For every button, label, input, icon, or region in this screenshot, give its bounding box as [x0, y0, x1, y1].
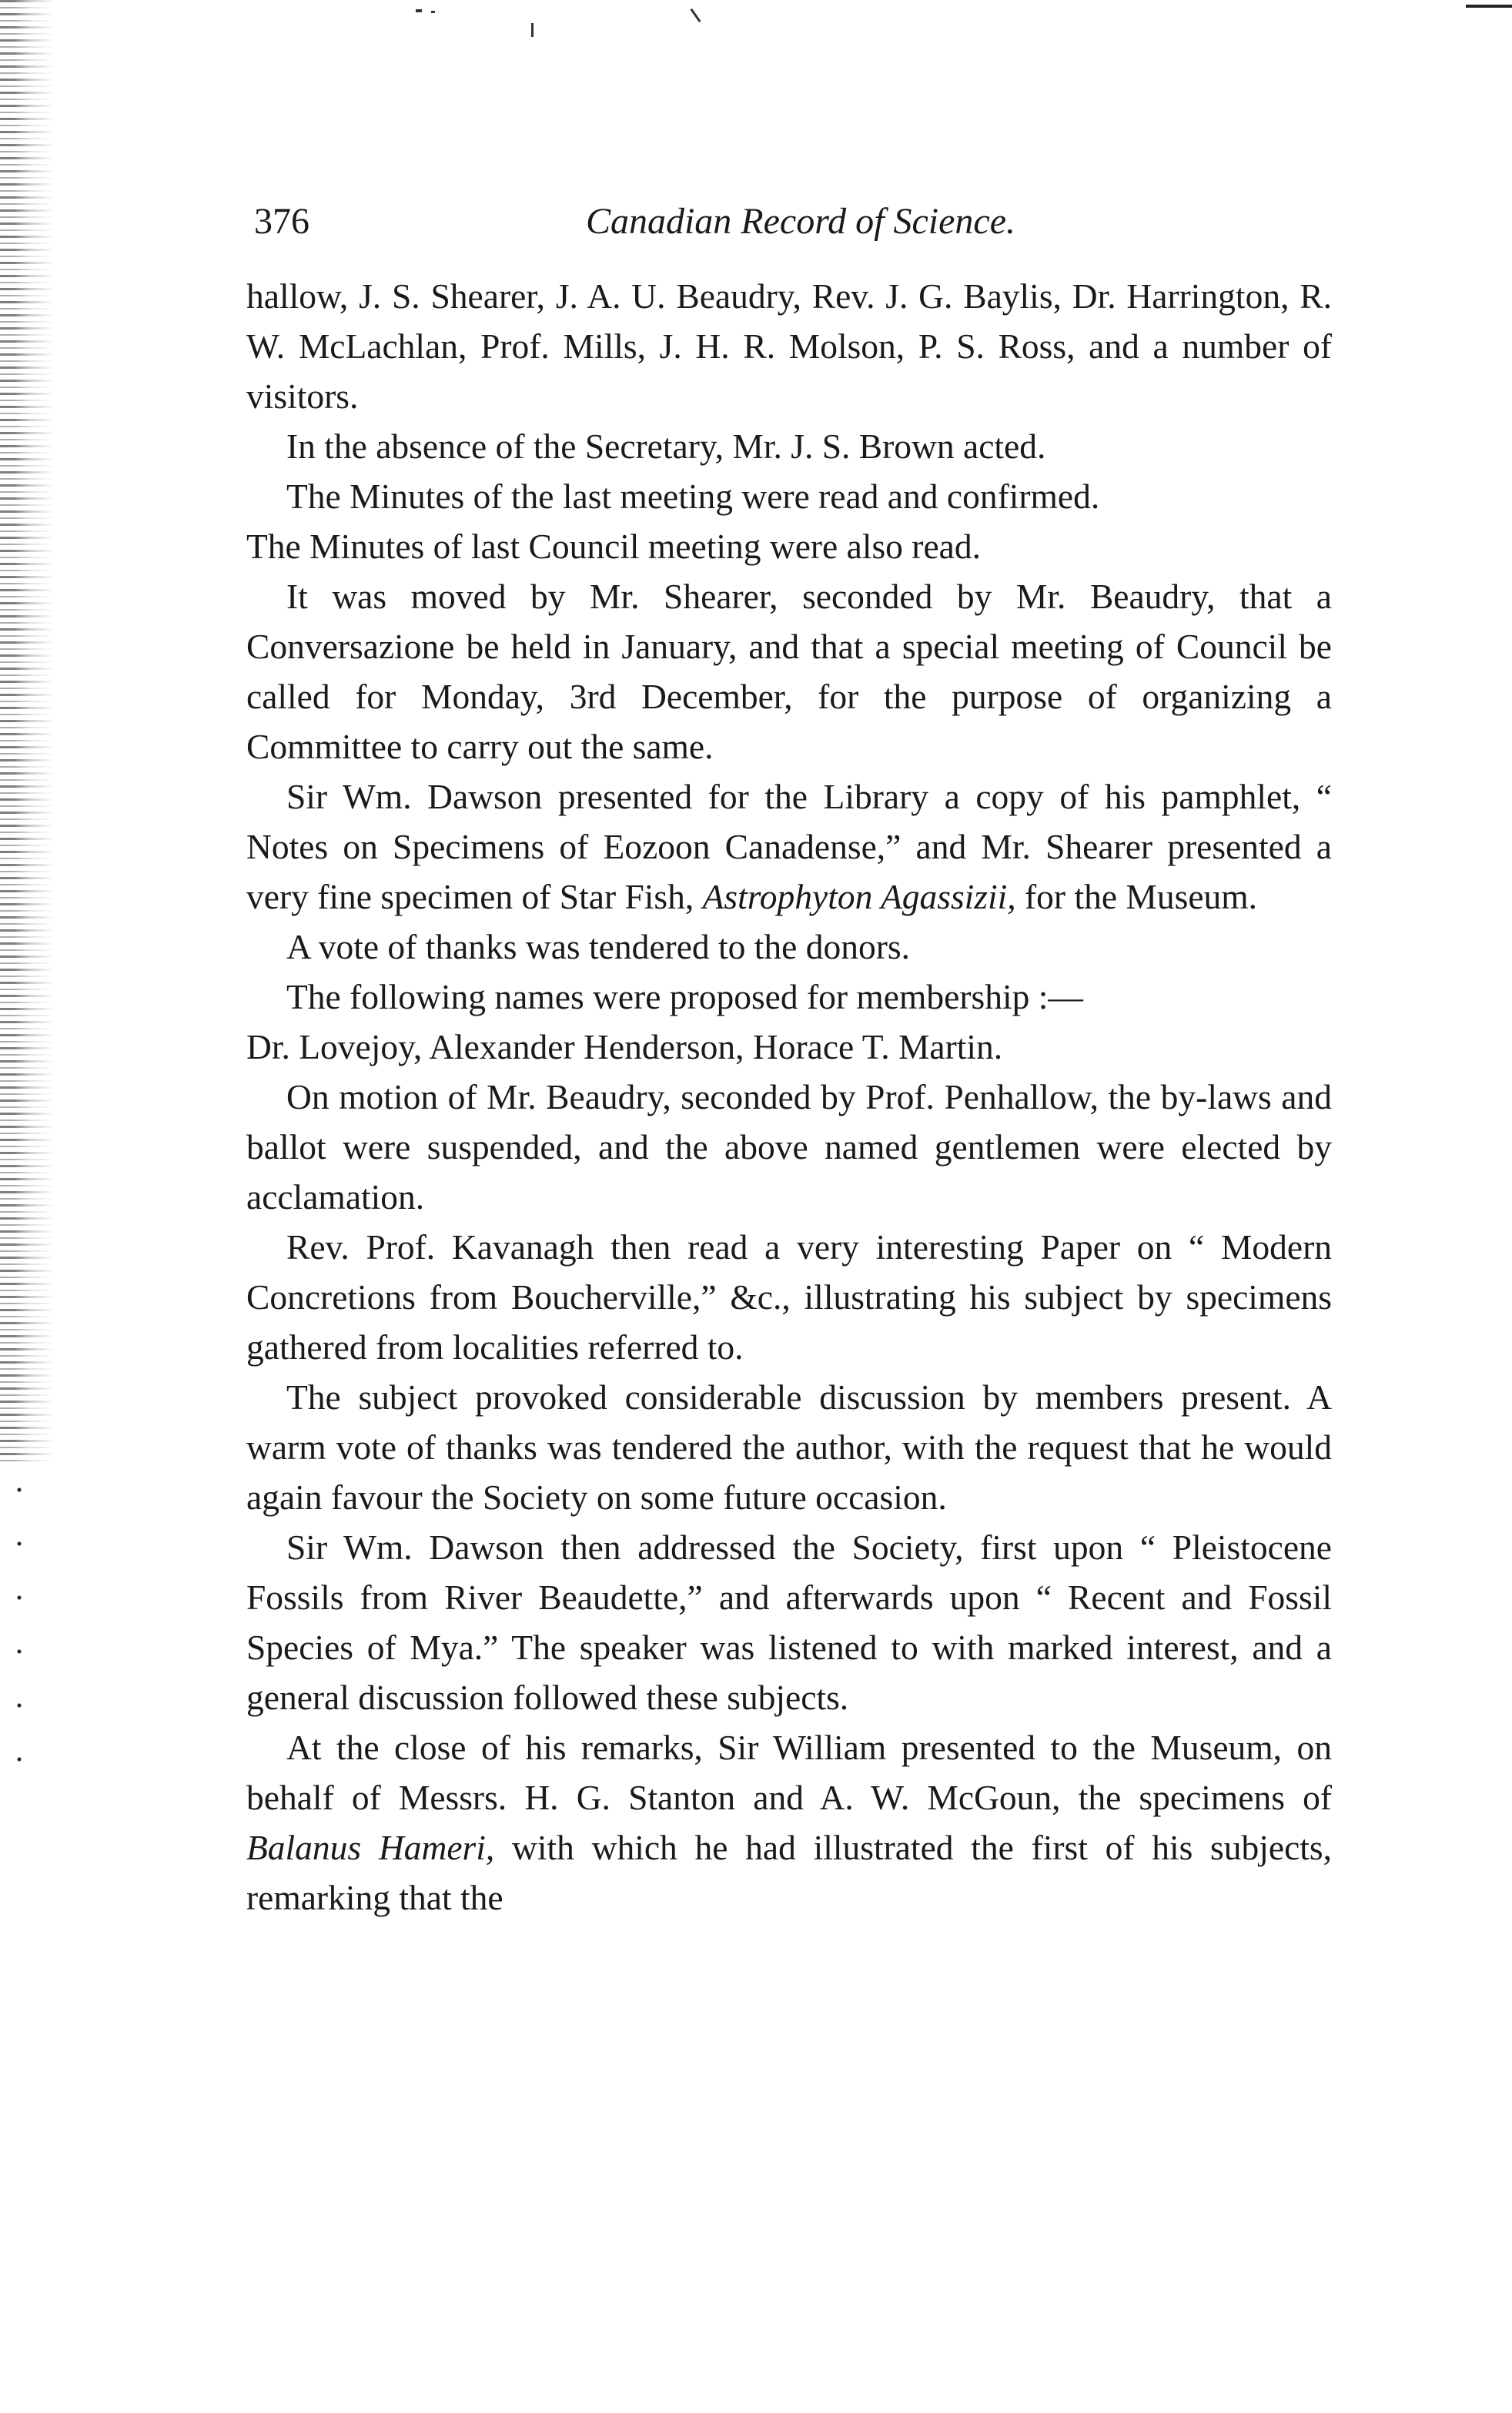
binding-marks — [17, 1463, 22, 1786]
paragraph-11 — [246, 1222, 1332, 1372]
text-segment: with which he had illustrated the first of his subjects, remarking that the — [246, 1828, 1332, 1917]
paragraph-12 — [246, 1372, 1332, 1522]
text-segment: Sir Wm. Dawson then addressed the Society, first upon “ Pleistocene Fossils from River Beaudette,” and afterwards upon “ Recent and Fossil Species of Mya.” The speaker was listened to with marked interest, and a general discussion followed these subjects. — [246, 1528, 1332, 1717]
paragraph-4 — [246, 521, 1332, 571]
paragraph-8 — [246, 972, 1332, 1022]
corner-rule — [1466, 5, 1512, 8]
text-segment: The Minutes of last Council meeting were also read. — [246, 527, 981, 566]
text-segment: Dr. Lovejoy, Alexander Henderson, Horace T. Martin. — [246, 1027, 1003, 1066]
text-segment: for the Museum. — [1015, 877, 1258, 916]
scan-specks — [416, 8, 801, 46]
italic-species-name: Balanus Hameri, — [246, 1828, 495, 1867]
text-segment: A vote of thanks was tendered to the donors. — [286, 927, 910, 966]
page-header — [254, 191, 1347, 253]
text-segment: In the absence of the Secretary, Mr. J. S. Brown acted. — [286, 427, 1046, 466]
italic-species-name: Astrophyton Agassizii, — [702, 877, 1016, 916]
paragraph-5 — [246, 571, 1332, 771]
paragraph-3 — [246, 471, 1332, 521]
body-text — [246, 271, 1332, 1923]
paragraph-2 — [246, 421, 1332, 471]
paragraph-14 — [246, 1722, 1332, 1923]
running-title: Canadian Record of Science. — [585, 201, 1016, 242]
paragraph-7 — [246, 922, 1332, 972]
text-segment: The Minutes of the last meeting were read and confirmed. — [286, 477, 1100, 516]
text-segment: Sir Wm. Dawson presented for the Library a copy of his pamphlet, “ Notes on Specimens of Eozoon Canadense,” and Mr. Shearer presented a very fine specimen of Star Fish, — [246, 777, 1332, 916]
text-segment: It was moved by Mr. Shearer, seconded by Mr. Beaudry, that a Conversazione be held in January, and that a special meeting of Council be called for Monday, 3rd December, for the purpose of organizing a Committee to carry out the same. — [246, 577, 1332, 766]
paragraph-10 — [246, 1072, 1332, 1222]
text-segment: hallow, J. S. Shearer, J. A. U. Beaudry, Rev. J. G. Baylis, Dr. Harrington, R. W. McLachlan, Prof. Mills, J. H. R. Molson, P. S. Ross, and a number of visitors. — [246, 276, 1332, 416]
text-segment: At the close of his remarks, Sir William presented to the Museum, on behalf of Messrs. H. G. Stanton and A. W. McGoun, the specimens of — [246, 1728, 1332, 1817]
paragraph-1 — [246, 271, 1332, 421]
text-segment: On motion of Mr. Beaudry, seconded by Prof. Penhallow, the by-laws and ballot were suspended, and the above named gentlemen were elected by acclamation. — [246, 1077, 1332, 1217]
binding-edge — [0, 0, 54, 1463]
paragraph-9 — [246, 1022, 1332, 1072]
page-number: 376 — [254, 201, 309, 242]
text-segment: Rev. Prof. Kavanagh then read a very interesting Paper on “ Modern Concretions from Boucherville,” &c., illustrating his subject by specimens gathered from localities referred to. — [246, 1227, 1332, 1367]
paragraph-6 — [246, 771, 1332, 922]
paragraph-13 — [246, 1522, 1332, 1722]
text-segment: The subject provoked considerable discussion by members present. A warm vote of thanks was tendered the author, with the request that he would again favour the Society on some future occasion. — [246, 1377, 1332, 1517]
text-segment: The following names were proposed for membership :— — [286, 977, 1083, 1016]
